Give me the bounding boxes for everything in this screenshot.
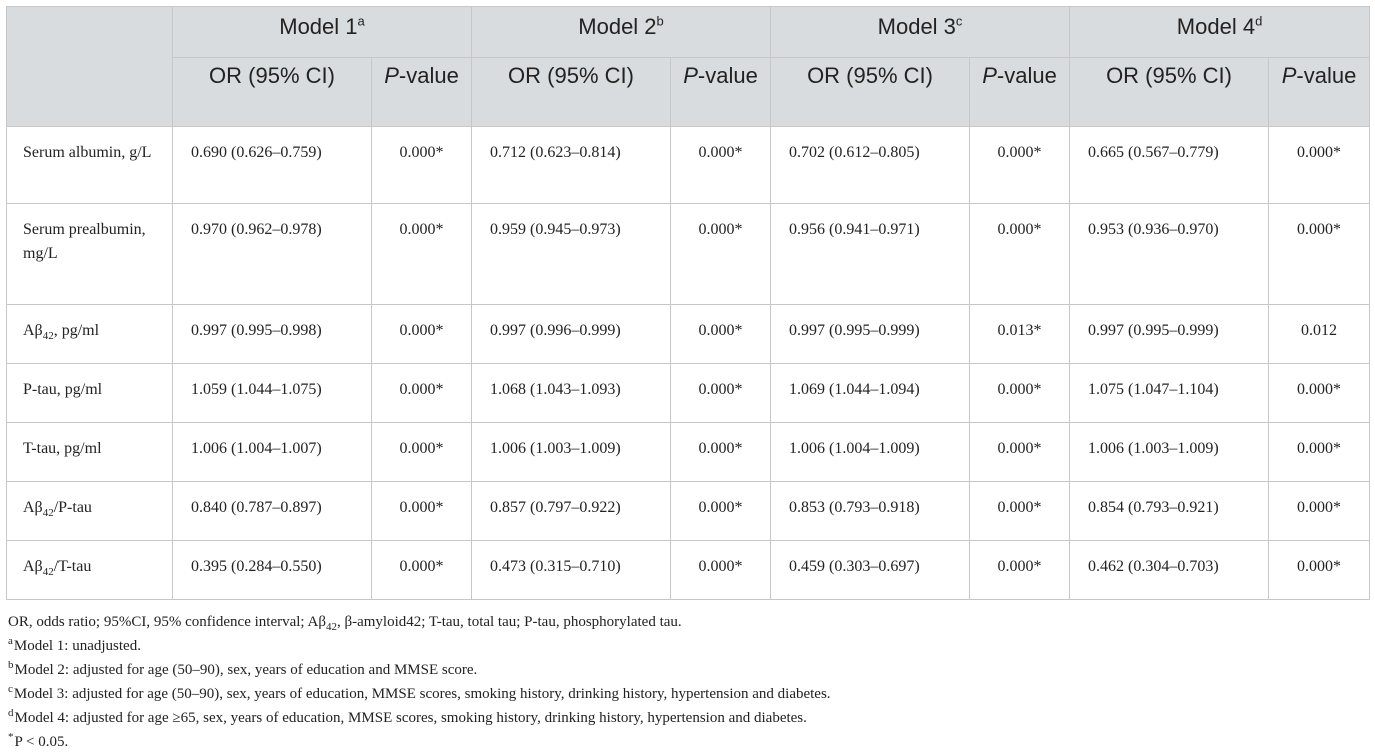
p-value-cell: 0.000*	[671, 482, 771, 541]
row-label: $A\beta_{42}/T$-tau	[7, 541, 173, 600]
or-cell: 0.473 (0.315–0.710)	[472, 541, 671, 600]
header-row-columns	[7, 58, 1370, 127]
p-value-cell: 0.000*	[372, 127, 472, 204]
p-value-cell: 0.000*	[372, 204, 472, 305]
table-row	[7, 204, 1370, 305]
or-cell: 0.953 (0.936–0.970)	[1070, 204, 1269, 305]
or-cell: 0.997 (0.995–0.998)	[173, 305, 372, 364]
footnote: $^c$Model 3: adjusted for age (50–90), sex, years of education, MMSE scores, smoking history, drinking history, hypertension and diabetes.	[8, 683, 831, 702]
model-header: Model 1$^a$	[173, 7, 472, 58]
model-header: Model 2$^b$	[472, 7, 771, 58]
p-value-cell: 0.000*	[970, 541, 1070, 600]
p-value-cell: 0.000*	[372, 364, 472, 423]
or-cell: 0.854 (0.793–0.921)	[1070, 482, 1269, 541]
table-row	[7, 541, 1370, 600]
p-value-cell: 0.000*	[1269, 127, 1370, 204]
results-table	[6, 6, 1370, 600]
table-row	[7, 305, 1370, 364]
or-cell: 0.395 (0.284–0.550)	[173, 541, 372, 600]
table-row	[7, 482, 1370, 541]
table-row	[7, 364, 1370, 423]
footnote: *P < 0.05.	[8, 731, 69, 750]
or-cell: 0.462 (0.304–0.703)	[1070, 541, 1269, 600]
or-cell: 0.712 (0.623–0.814)	[472, 127, 671, 204]
p-value-cell: 0.000*	[1269, 364, 1370, 423]
header-corner	[7, 7, 173, 127]
p-value-cell: 0.000*	[671, 423, 771, 482]
or-cell: 1.006 (1.003–1.009)	[472, 423, 671, 482]
or-cell: 0.665 (0.567–0.779)	[1070, 127, 1269, 204]
p-value-column-header: P-value	[671, 58, 771, 127]
or-cell: 0.997 (0.995–0.999)	[1070, 305, 1269, 364]
or-column-header: OR (95% CI)	[472, 58, 671, 127]
or-cell: 0.997 (0.996–0.999)	[472, 305, 671, 364]
p-value-cell: 0.000*	[372, 482, 472, 541]
or-cell: 1.075 (1.047–1.104)	[1070, 364, 1269, 423]
table-row	[7, 127, 1370, 204]
or-cell: 0.959 (0.945–0.973)	[472, 204, 671, 305]
abbreviations-note: OR, odds ratio; 95%CI, 95% confidence interval; $A\beta_{42}$, β-amyloid42; T-tau, total tau; P-tau, phosphorylated tau.	[8, 614, 682, 633]
p-value-cell: 0.000*	[671, 305, 771, 364]
footnote: $^a$Model 1: unadjusted.	[8, 635, 141, 654]
row-label: $A\beta_{42}$, pg/ml	[7, 305, 173, 364]
or-column-header: OR (95% CI)	[1070, 58, 1269, 127]
p-value-cell: 0.000*	[970, 204, 1070, 305]
p-value-cell: 0.000*	[1269, 423, 1370, 482]
p-value-cell: 0.012	[1269, 305, 1370, 364]
p-value-cell: 0.000*	[1269, 204, 1370, 305]
or-column-header: OR (95% CI)	[173, 58, 372, 127]
or-cell: 0.997 (0.995–0.999)	[771, 305, 970, 364]
p-value-column-header: P-value	[372, 58, 472, 127]
row-label: Serum albumin, g/L	[7, 127, 173, 204]
footnote: $^d$Model 4: adjusted for age ≥65, sex, years of education, MMSE scores, smoking history, drinking history, hypertension and diabetes.	[8, 707, 807, 726]
or-cell: 1.006 (1.003–1.009)	[1070, 423, 1269, 482]
model-header: Model 4$^d$	[1070, 7, 1370, 58]
p-value-cell: 0.000*	[671, 127, 771, 204]
or-cell: 1.006 (1.004–1.009)	[771, 423, 970, 482]
table-row	[7, 423, 1370, 482]
or-cell: 0.853 (0.793–0.918)	[771, 482, 970, 541]
p-value-cell: 0.000*	[671, 204, 771, 305]
p-value-cell: 0.000*	[970, 364, 1070, 423]
footnotes	[6, 610, 1369, 754]
p-value-cell: 0.013*	[970, 305, 1070, 364]
or-cell: 0.690 (0.626–0.759)	[173, 127, 372, 204]
model-notes	[8, 634, 1369, 754]
or-cell: 0.840 (0.787–0.897)	[173, 482, 372, 541]
row-label: Serum prealbumin, mg/L	[7, 204, 173, 305]
or-cell: 0.956 (0.941–0.971)	[771, 204, 970, 305]
or-cell: 0.857 (0.797–0.922)	[472, 482, 671, 541]
or-cell: 0.970 (0.962–0.978)	[173, 204, 372, 305]
header-row-models	[7, 7, 1370, 58]
p-value-cell: 0.000*	[1269, 482, 1370, 541]
or-cell: 1.059 (1.044–1.075)	[173, 364, 372, 423]
p-value-cell: 0.000*	[970, 127, 1070, 204]
p-value-cell: 0.000*	[970, 423, 1070, 482]
p-value-cell: 0.000*	[372, 305, 472, 364]
row-label: T-tau, pg/ml	[7, 423, 173, 482]
or-cell: 1.006 (1.004–1.007)	[173, 423, 372, 482]
or-cell: 0.702 (0.612–0.805)	[771, 127, 970, 204]
p-value-cell: 0.000*	[970, 482, 1070, 541]
model-header: Model 3$^c$	[771, 7, 1070, 58]
or-column-header: OR (95% CI)	[771, 58, 970, 127]
p-value-cell: 0.000*	[372, 423, 472, 482]
row-label: P-tau, pg/ml	[7, 364, 173, 423]
p-value-column-header: P-value	[1269, 58, 1370, 127]
p-value-column-header: P-value	[970, 58, 1070, 127]
or-cell: 1.068 (1.043–1.093)	[472, 364, 671, 423]
p-value-cell: 0.000*	[1269, 541, 1370, 600]
p-value-cell: 0.000*	[671, 541, 771, 600]
table-container	[6, 6, 1369, 754]
or-cell: 1.069 (1.044–1.094)	[771, 364, 970, 423]
p-value-cell: 0.000*	[671, 364, 771, 423]
row-label: $A\beta_{42}/P$-tau	[7, 482, 173, 541]
table-body	[7, 127, 1370, 600]
or-cell: 0.459 (0.303–0.697)	[771, 541, 970, 600]
p-value-cell: 0.000*	[372, 541, 472, 600]
footnote: $^b$Model 2: adjusted for age (50–90), sex, years of education and MMSE score.	[8, 659, 478, 678]
